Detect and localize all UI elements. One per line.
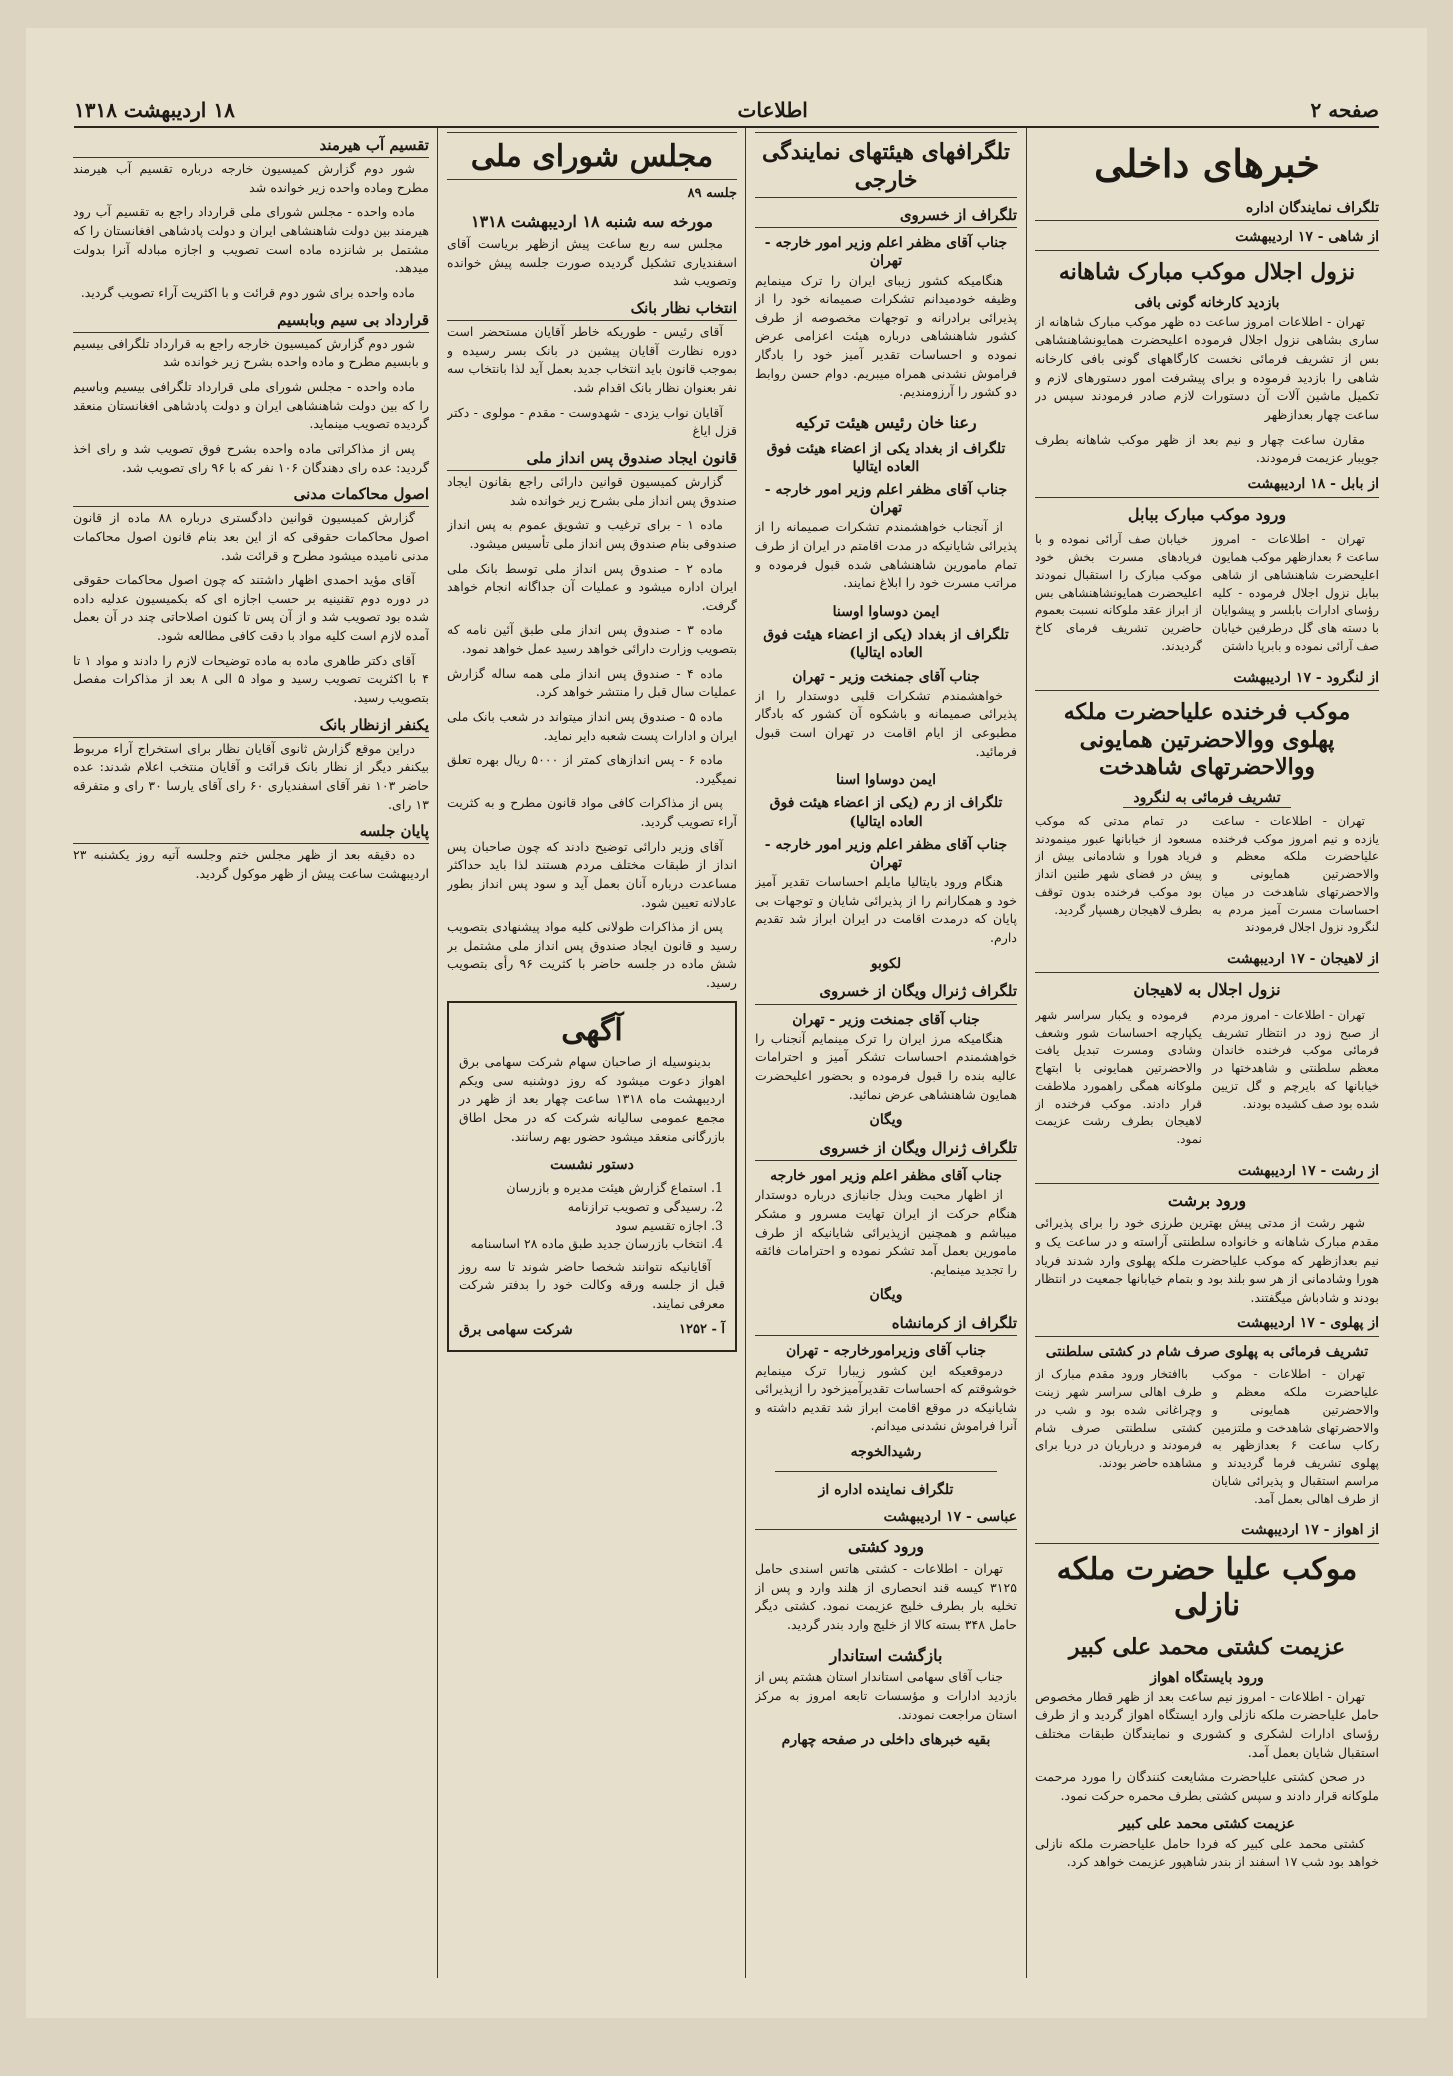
subheadline: ورود کشتی [848, 1537, 924, 1557]
telegrams-column [755, 128, 1017, 1978]
domestic-news-column [1035, 128, 1379, 1978]
article-paragraph: آقای رئیس - طوریکه خاطر آقایان مستحضر است دوره نظارت آقایان پیشین در بانک بسر رسیده و بموجب قانون باید انتخاب جدید بعمل آید لذا بانتخاب سه نفر بعنوان نظار بانک اقدام شد. [447, 324, 737, 395]
headline: موکب فرخنده علیاحضرت ملکه پهلوی ووالاحضرتین همایونی ووالاحضرتهای شاهدخت [1063, 699, 1351, 781]
law-article: ماده ۳ - صندوق پس انداز ملی طبق آئین نامه که بتصویب وزارت دارائی خواهد رسید عمل خواهد نمود. [447, 622, 737, 657]
article-paragraph: گزارش کمیسیون قوانین دارائی راجع بقانون ایجاد صندوق پس انداز ملی بشرح زیر خوانده شد [447, 474, 737, 508]
article-paragraph: خواهشمندم تشکرات قلبی دوستدار را از پذیرائی صمیمانه و باشکوه آن کشور که بادگار مطبوعی از ایام اقامت در تهران است قبول فرمائید. [755, 687, 1017, 759]
telegram-recipient: جناب آقای مظفر اعلم وزیر امور خارجه [770, 1168, 1002, 1185]
issue-date: ۱۸ اردیبهشت ۱۳۱۸ [74, 98, 235, 122]
two-column-text [1035, 531, 1379, 661]
article-paragraph: پس از مذاکراتی ماده واحده بشرح فوق تصویب شد و رای اخذ گردید: عده رای دهندگان ۱۰۶ نفر که با ۹۶ رای تصویب شد. [73, 440, 429, 475]
law-article: ماده ۲ - صندوق پس انداز ملی توسط بانک ملی ایران اداره میشود و عملیات آن جداگانه انجام خواهد گرفت. [447, 560, 737, 613]
telegram-recipient: جناب آقای جمنخت وزیر - تهران [792, 1011, 980, 1028]
parliament-column [447, 128, 737, 1978]
telegram-signature: ایمن دوساوا اسنا [835, 772, 937, 789]
telegram-signature: رعنا خان رئیس هیئت ترکیه [795, 412, 977, 432]
newspaper-page [26, 28, 1427, 2018]
telegram-recipient: جناب آقای مظفر اعلم وزیر امور خارجه - تهران [764, 235, 1008, 270]
subheadline: ورود برشت [1167, 1191, 1247, 1211]
telegram-title: تلگراف ژنرال ویگان از خسروی [755, 980, 1017, 1004]
telegraph-note: تلگراف نمایندگان اداره [1035, 198, 1379, 222]
article-paragraph: تهران - اطلاعات - امروز نیم ساعت بعد از ظهر قطار مخصوص حامل علیاحضرت ملکه نازلی وارد ایستگاه اهواز گردید و از طرف رؤسای ادارات لشکری و کشوری و نمایندگان طبقات مختلف استقبال شایان بعمل آمد. [1035, 1688, 1379, 1760]
telegram-signature: رشیدالخوجه [850, 1444, 922, 1461]
dateline: از شاهی - ۱۷ اردیبهشت [1035, 227, 1379, 251]
subheadline: بازگشت استاندار [829, 1645, 943, 1665]
article-paragraph: خیابان صف آرائی نموده و با فریادهای مسرت بخش خود موکب مبارک را استقبال نمودند اعلیحضرت همایونشاهنشاهی بس از ابراز عقد ملوکانه نسبت بعموم حاضرین تشریف فرمای کاخ گردیدند. [1035, 532, 1202, 653]
advertisement-note: آقایانیکه نتوانند شخصا حاضر شوند تا سه روز قبل از جلسه ورقه وکالت خود را بدفتر شرکت معرفی نمایند. [459, 1258, 725, 1312]
telegram-recipient: جناب آقای مظفر اعلم وزیر امور خارجه - تهران [764, 482, 1008, 517]
subheadline: نزول اجلال به لاهیجان [1133, 979, 1281, 999]
telegram-signature: لکوبو [870, 955, 902, 972]
subheadline [1035, 785, 1379, 809]
article-paragraph: درموقعیکه این کشور زیبارا ترک مینمایم خوشوقتم که احساسات تقدیرآمیزخود را ازپذیرائی شایانیکه در موقع اقامت ابراز شد تقدیم داشته و آنرا فراموش نشدنی میدانم. [755, 1362, 1017, 1434]
article-paragraph: تهران - اطلاعات امروز ساعت ده ظهر موکب مبارک شاهانه از ساری بشاهی نزول اجلال فرموده اعلیحضرت همایونشاهنشاهی بس از تشریف فرمائی نخست کارگاههای گونی بافی کارخانه شاهی را بازدید فرموده و برای پیشرفت امور دستورهای لازم و تکمیل ماشین آلات آن دستورات لازم صادر فرمودند سپس در ساعت چهار بعدازظهر [1035, 313, 1379, 422]
advertisement-code: آ - ۱۲۵۲ [679, 1321, 725, 1337]
headline: موکب علیا حضرت ملکه نازلی [1056, 1552, 1358, 1624]
article-paragraph: ماده واحده - مجلس شورای ملی قرارداد تلگرافی بیسیم وباسیم را که بین دولت شاهنشاهی ایران و دولت پادشاهی افغانستان منعقد گردیده تصویب مینماید. [73, 379, 429, 432]
law-article: ماده ۵ - صندوق پس انداز میتواند در شعب بانک ملی ایران و ادارات پست شعبه دایر نماید. [447, 708, 737, 743]
subheadline-text: تشریف فرمائی به لنگرود [1123, 789, 1290, 808]
agenda-item: 4. انتخاب بازرسان جدید طبق ماده ۲۸ اساسنامه [459, 1235, 707, 1254]
dateline: از اهواز - ۱۷ اردیبهشت [1035, 1520, 1379, 1544]
article-paragraph: در صحن کشتی علیاحضرت مشایعت کنندگان را مورد مرحمت ملوکانه قرار دادند و سپس کشتی بطرف محمره حرکت نمود. [1035, 1769, 1379, 1803]
article-paragraph: آقای مؤید احمدی اظهار داشتند که چون اصول محاکمات حقوقی در دوره دوم تقنینیه بر حسب اجازه ای که بکمیسیون عدلیه داده شده بود تصویب شد و از آن پس تا کنون اصلاحاتی چند در آن بعمل آمده لازم است کلیه مواد با دقت کافی مطالعه شود. [73, 572, 429, 644]
subheadline: تقسیم آب هیرمند [73, 134, 429, 158]
headline: تلگرافهای هیئتهای نمایندگی خارجی [755, 132, 1017, 198]
article-paragraph: پس از مذاکرات طولانی کلیه مواد پیشنهادی بتصویب رسید و قانون ایجاد صندوق پس انداز ملی مشتمل بر شش ماده در جلسه حاضر با کثریت ۹۶ رأی بتصویب رسید. [447, 919, 737, 991]
two-column-text [1035, 1366, 1379, 1514]
column-rule [1026, 128, 1027, 1978]
article-paragraph: شور دوم گزارش کمیسیون خارجه راجع به قرارداد تلگرافی بیسیم و بابسیم مطرح و ماده واحده بشرح زیر خوانده شد [73, 335, 429, 370]
masthead [74, 86, 1379, 128]
telegram-title: تلگراف از کرمانشاه [755, 1312, 1017, 1336]
article-paragraph: هنگامیکه مرز ایران را ترک مینمایم آنجناب را خواهشمندم احساسات تشکر آمیز و احترامات عالیه بنده را قبول فرموده و بحضور اعلیحضرت همایون شاهنشاهی عرض نمائید. [755, 1030, 1017, 1102]
dateline: از رشت - ۱۷ اردیبهشت [1035, 1161, 1379, 1185]
subheadline: یکنفر ازنظار بانک [73, 714, 429, 738]
continuation-note: بقیه خبرهای داخلی در صفحه چهارم [781, 1732, 991, 1749]
article-paragraph: تهران - اطلاعات - موکب علیاحضرت ملکه معظم و والاحضرتین همایونی و والاحضرتهای شاهدخت و ملتزمین رکاب ساعت ۶ بعدازظهر به پهلوی تشریف فرما گردیدند و مراسم استقبال و پذیرائی شایان از طرف اهالی بعمل آمد. [1212, 1367, 1379, 1506]
telegram-signature: ویگان [869, 1112, 903, 1129]
column-rule [437, 128, 438, 1978]
article-paragraph: آقای وزیر دارائی توضیح دادند که چون صاحبان پس انداز از طبقات مختلف مردم هستند لذا باید حداکثر مساعدت درباره آنان بعمل آید و سود پس انداز بطور عادلانه تعیین شود. [447, 838, 737, 910]
telegram-title: تلگراف ژنرال ویگان از خسروی [755, 1137, 1017, 1161]
agenda-title: دستور نشست [550, 1157, 634, 1174]
headline: مجلس شورای ملی [447, 132, 737, 180]
dateline: عباسی - ۱۷ اردیبهشت [755, 1507, 1017, 1531]
dateline: از لاهیجان - ۱۷ اردیبهشت [1035, 949, 1379, 973]
subheadline: قانون ایجاد صندوق پس انداز ملی [447, 447, 737, 471]
telegram-recipient: جناب آقای وزیرامورخارجه - تهران [785, 1343, 987, 1360]
subheadline: پایان جلسه [73, 820, 429, 844]
article-paragraph: پس از مذاکرات کافی مواد قانون مطرح و به کثریت آراء تصویب گردید. [447, 795, 737, 830]
dateline: از لنگرود - ۱۷ اردیبهشت [1035, 668, 1379, 692]
parliament-continued-column [73, 128, 429, 1978]
subheadline: عزیمت کشتی محمد علی کبیر [1119, 1816, 1295, 1833]
article-paragraph: تهران - اطلاعات - ساعت یازده و نیم امروز موکب فرخنده علیاحضرت ملکه معظم و والاحضرتین همایونی و والاحضرتهای شاهدخت در میان احساسات مسرت آمیز مردم به لنگرود نزول اجلال فرمودند [1212, 813, 1379, 935]
article-paragraph: گزارش کمیسیون قوانین دادگستری درباره ۸۸ ماده از قانون اصول محاکمات حقوقی که از این بعد بنام قانون اصول محاکمات مدنی نامیده میشود مطرح و قرائت شد. [73, 510, 429, 563]
article-paragraph: هنگام ورود بایتالیا مایلم احساسات تقدیر آمیز خود و همکارانم را از پذیرائی شایان و توجهات بی پایان که درمدت اقامت در ایران ابراز شد تقدیم دارم. [755, 874, 1017, 946]
telegram-title: تلگراف از رم (یکی از اعضاء هیئت فوق العاده ایتالیا) [769, 795, 1003, 830]
headline: نزول اجلال موکب مبارک شاهانه [1058, 259, 1356, 286]
article-paragraph: شور دوم گزارش کمیسیون خارجه درباره تقسیم آب هیرمند مطرح وماده واحده زیر خوانده شد [73, 161, 429, 195]
advertisement-title: آگهی [561, 1012, 623, 1048]
advertisement-text: بدینوسیله از صاحبان سهام شرکت سهامی برق اهواز دعوت میشود که روز دوشنبه سی ویکم اردیبهشت ماه ۱۳۱۸ ساعت چهار بعد از ظهر در مجمع عمومی سالیانه شرکت که در محل اطاق بازرگانی منعقد میشود حضور بهم رسانند. [459, 1054, 725, 1144]
subheadline: ورود موکب مبارک ببابل [1127, 504, 1287, 524]
article-paragraph: تهران - اطلاعات - امروز مردم از صبح زود در انتظار تشریف فرمائی موکب فرخنده خاندان معظم سلطنتی و شاهدختها در خیابانها که بایرچم و گل تزیین شده بود صف کشیده بودند. [1212, 1007, 1379, 1111]
article-paragraph: از اظهار محبت وبذل جانبازی درباره دوستدار هنگام حرکت از ایران تهایت مسرور و مشکر میباشم و همچنین ازپذیرائی شایانیکه از طرف مامورین بعمل آمد تشکر نموده و احترامات فائقه را تجدید مینمایم. [755, 1187, 1017, 1277]
article-paragraph: مقارن ساعت چهار و نیم بعد از ظهر موکب شاهانه بطرف جویبار عزیمت فرمودند. [1035, 431, 1379, 466]
telegraph-note: تلگراف نماینده اداره از [818, 1481, 954, 1498]
section-title: خبرهای داخلی [1094, 141, 1320, 186]
article-paragraph: شهر رشت از مدتی پیش بهترین طرزی خود را برای پذیرائی مقدم مبارک شاهانه و خانواده سلطنتی آراسته و در ساعت یک و نیم بعدازظهر که موکب علیاحضرت ملکه پهلوی وارد شدند فریاد هورا وشادمانی از هر سو بلند بود و بتمام خیابانها جمعیت در انتظار بودند و شادباش میگفتند. [1035, 1215, 1379, 1305]
telegram-recipient: جناب آقای مظفر اعلم وزیر امور خارجه - تهران [764, 836, 1008, 871]
article-paragraph: باافتخار ورود مقدم مبارک از طرف اهالی سراسر شهر زینت وچراغانی شده بود و شب در کشتی سلطنتی صرف شام فرمودند و درباریان در دریا برای مشاهده حاضر بودند. [1035, 1367, 1202, 1471]
advertisement-signature: شرکت سهامی برق [459, 1321, 573, 1338]
article-paragraph: آقای دکتر طاهری ماده به ماده توضیحات لازم را دادند و مواد ۱ تا ۴ با اکثریت تصویب رسید و مواد ۵ الی ۸ بعد از مذاکرات مفصل بتصویب رسید. [73, 652, 429, 705]
article-paragraph: در تمام مدتی که موکب مسعود از خیابانها عبور مینمودند فریاد هورا و شادمانی بیش از پیش در فضای شهر طنین انداز بود موکب فرخنده بدون توقف بطرف لاهیجان رهسپار گردید. [1035, 813, 1202, 917]
telegram-signature: ایمن دوساوا اوسنا [832, 603, 940, 620]
law-article: ماده ۶ - پس اندازهای کمتر از ۵۰۰۰ ریال بهره تعلق نمیگیرد. [447, 752, 737, 786]
telegram-recipient: جناب آقای جمنخت وزیر - تهران [792, 668, 980, 685]
dateline: از بابل - ۱۸ اردیبهشت [1035, 474, 1379, 498]
agenda-list [459, 1179, 725, 1254]
subheadline: تشریف فرمائی به پهلوی صرف شام در کشتی سلطنتی [1045, 1344, 1369, 1361]
two-column-text [1035, 1007, 1379, 1155]
column-rule [745, 128, 746, 1978]
advertisement-box [447, 1001, 737, 1353]
subheadline: ورود بایستگاه اهواز [1150, 1669, 1264, 1686]
session-info [447, 184, 737, 203]
article-paragraph: ماده واحده - مجلس شورای ملی قرارداد راجع به تقسیم آب رود هیرمند بین دولت شاهنشاهی ایران و دولت پادشاهی افغانستان را که مشتمل بر شانزده ماده است تصویب و اجازه مبادله آنرا بدولت میدهد. [73, 204, 429, 276]
article-paragraph: کشتی محمد علی کبیر که فردا حامل علیاحضرت ملکه نازلی خواهد بود شب ۱۷ اسفند از بندر شاهپور عزیمت خواهد کرد. [1035, 1835, 1379, 1870]
telegram-signature: ویگان [869, 1287, 903, 1304]
telegram-title: تلگراف از بغداد یکی از اعضاء هیئت فوق العاده ایتالیا [766, 440, 1006, 475]
article-paragraph: ماده واحده براى شور دوم قرائت و با اکثریت آراء تصویب گردید. [80, 284, 415, 300]
law-article: ماده ۱ - برای ترغیب و تشویق عموم به پس انداز صندوقی بنام صندوق پس انداز ملی تأسیس میشود. [447, 517, 737, 551]
dateline: از پهلوی - ۱۷ اردیبهشت [1035, 1313, 1379, 1337]
agenda-item: 2. رسیدگی و تصویب ترازنامه [459, 1198, 707, 1217]
paper-name: اطلاعات [737, 98, 808, 122]
law-article: ماده ۴ - صندوق پس انداز ملی همه ساله گزارش عملیات سال قبل را منتشر خواهد کرد. [447, 665, 737, 700]
agenda-item: 3. اجازه تقسیم سود [459, 1217, 707, 1236]
subheadline: قرارداد بی سیم وبابسیم [73, 309, 429, 333]
session-label: جلسه ۸۹ [687, 186, 737, 201]
subheadline: بازدید کارخانه گونی بافی [1134, 294, 1280, 311]
advertisement-footer [459, 1320, 725, 1341]
session-date: مورخه سه شنبه ۱۸ اردیبهشت ۱۳۱۸ [470, 212, 713, 232]
subheadline: اصول محاکمات مدنی [73, 483, 429, 507]
article-paragraph: دراین موقع گزارش ثانوی آقایان نظار برای استخراج آراء مربوط بیکنفر دیگر از نظار بانک قرائت و آقایان منتخب اعلام شدند: عده حاضر ۱۰۳ نفر آقای اسفندیاری ۶۰ رای آقای یارسا ۳۰ رای و متفرقه ۱۳ رای. [73, 740, 429, 812]
headline-secondary: عزیمت کشتی محمد علی کبیر [1068, 1634, 1346, 1661]
article-paragraph: مجلس سه ربع ساعت پیش ازظهر بریاست آقای اسفندیاری تشکیل گردیده صورت جلسه پیش خوانده وتصویب شد [447, 236, 737, 289]
article-paragraph: آقایان نواب یزدی - شهدوست - مقدم - مولوی - دکتر قزل ایاغ [447, 404, 737, 439]
agenda-item: 1. استماع گزارش هیئت مدیره و بازرسان [459, 1179, 707, 1198]
article-paragraph: جناب آقای سهامی استاندار استان هشتم پس از بازدید ادارات و مؤسسات تابعه امروز به مرکز استان مراجعت نمودند. [755, 1669, 1017, 1722]
article-paragraph: تهران - اطلاعات - امروز ساعت ۶ بعدازظهر موکب همایون اعلیحضرت شاهنشاهی از شاهی ببابل نزول اجلال فرموده - کلیه رؤسای ادارات بابلسر و پیشوایان با دسته های گل درطرفین خیابان صف آرائی نموده و بابرپا داشتن [1212, 532, 1379, 653]
article-paragraph: از آنجناب خواهشمندم تشکرات صمیمانه را از پذیرائی شایانیکه در مدت اقامتم در ایران از طرف تمام مامورین شاهنشاهی شده قبول فرموده و مراتب مسرت خود را ابلاغ نمایند. [755, 519, 1017, 591]
telegram-title: تلگراف از خسروی [755, 204, 1017, 228]
article-paragraph: تهران - اطلاعات - کشتی هاتس اسندی حامل ۳۱۲۵ کیسه قند انحصاری از هلند وارد و پس از تخلیه بار بطرف خلیج عزیمت نمود. کشتی دیگر حامل ۳۴۸ بسته کالا از خلیج وارد بندر گردید. [755, 1561, 1017, 1632]
subheadline: انتخاب نظار بانک [447, 297, 737, 321]
telegram-title: تلگراف از بغداد (یکی از اعضاء هیئت فوق العاده ایتالیا) [763, 627, 1009, 662]
two-column-text [1035, 813, 1379, 943]
article-paragraph: ده دقیقه بعد از ظهر مجلس ختم وجلسه آتیه روز یکشنبه ۲۳ اردیبهشت ساعت پیش از ظهر موکول گردید. [73, 847, 429, 882]
divider [775, 1471, 997, 1472]
page-label: صفحه ۲ [1310, 98, 1379, 122]
article-paragraph: هنگامیکه کشور زیبای ایران را ترک مینمایم وظیفه خودمیدانم تشکرات صمیمانه خود را از پذیرائی برادرانه و توجهات مخصوصه از طرف کشور شاهنشاهی درباره هیئت اعزامی عرض نموده و احساسات تقدیر آمیز خود را بادگار فراموش نشدنی همراه میبریم. دوام حسن روابط دو کشور را آرزومندیم. [755, 272, 1017, 400]
article-paragraph: فرموده و یکبار سراسر شهر یکپارچه احساسات شور وشعف وشادی ومسرت تبدیل یافت والاحضرتین همایونی با ابتهاج ملوکانه همگی راهمورد ملاطفت قرار دادند. موکب فرخنده از لاهیجان بطرف رشت عزیمت نمود. [1035, 1007, 1202, 1146]
